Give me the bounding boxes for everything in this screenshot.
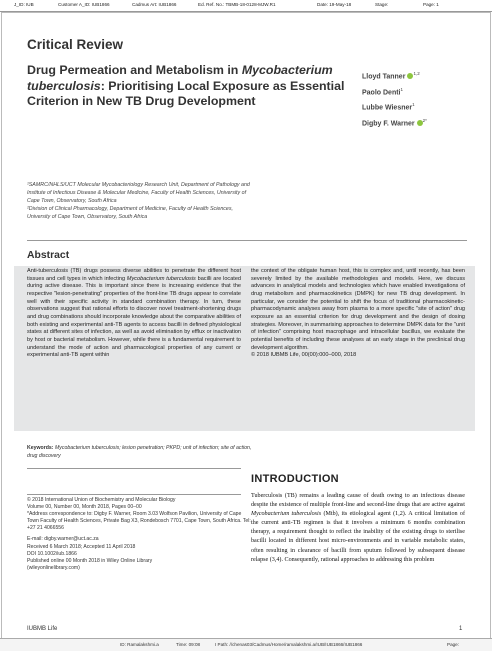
meta-line: *Address correspondence to: Digby F. Warner, Room 3.03 Wolfson Pavilion, University of Cape Town Faculty of Health Sciences, Private Bag X3, Rondebosch 7701, Cape Town, South Africa. Tel: +27 21 4066556 (27, 511, 251, 532)
affiliation-2: ²Division of Clinical Pharmacology, Department of Medicine, Faculty of Health Sciences, University of Cape Town, Observatory, South Africa (27, 206, 233, 220)
top-info-bar (0, 0, 492, 12)
abstract-heading: Abstract (27, 250, 70, 261)
affiliation-1: ¹SAMRC/NHLS/UCT Molecular Mycobacteriology Research Unit, Department of Pathology and Institute of Infectious Disease & Molecular Medicine, Faculty of Health Sciences, University of Cape Town, Observatory, South Africa (27, 182, 250, 204)
page-label: Page: (447, 642, 460, 647)
title-italic: Mycobacterium tuberculosis (27, 63, 333, 93)
author (362, 68, 427, 84)
author-name: Paolo Denti (362, 88, 401, 96)
keywords-text: Mycobacterium tuberculosis; lesion penetration; PKPD; unit of infection; site of action, drug discovery (27, 445, 252, 459)
article-title (27, 63, 357, 110)
intro-italic: Mycobacterium tuberculosis (251, 511, 322, 518)
author-name: Digby F. Warner (362, 119, 415, 127)
keywords-label: Keywords: (27, 445, 54, 451)
author-sup: 1,2 (413, 71, 420, 76)
author-sup: 2* (422, 117, 427, 123)
meta-line: Volume 00, Number 00, Month 2018, Pages 00–00 (27, 504, 142, 511)
ed-ref: Ed. Ref. No.: TBMB-18-0128-MJW.R1 (198, 2, 276, 7)
page-number: 1 (459, 626, 463, 632)
divider (27, 240, 467, 241)
author (362, 99, 427, 115)
abstract-text: Anti-tuberculosis (TB) drugs possess diverse abilities to penetrate the different host tissues and cell types in which infecting (27, 268, 241, 282)
journal-footer: IUBMB Life (27, 626, 58, 632)
file-path: I Path: //chenas03/Cadmus/Home/ramalakshmi.a/IUB/IUB1866/IUB1866 (215, 642, 363, 647)
abstract-copyright: © 2018 IUBMB Life, 00(00):000–000, 2018 (251, 352, 357, 359)
author (362, 115, 427, 131)
meta-line: © 2018 International Union of Biochemistry and Molecular Biology (27, 497, 176, 503)
job-id: J_ID: IUB (14, 2, 34, 7)
meta-doi[interactable]: DOI 10.1002/iub.1866 (27, 550, 77, 557)
meta-email[interactable]: E-mail: digby.warner@uct.ac.za (27, 536, 99, 543)
keywords (27, 445, 252, 460)
author-sup: 1 (400, 86, 404, 92)
divider (27, 494, 241, 495)
abstract-left-column (27, 268, 241, 360)
customer-id: Customer A_ID: IUB1866 (58, 2, 110, 7)
abstract-right-column (251, 268, 465, 360)
cadmus-art: Cadmus Art: IUB1866 (132, 2, 177, 7)
abstract-text: bacilli are located during active disease. This is important since there is increasing evidence that the respective "lesion-penetrating" properties of the front-line TB drugs appear to correlate well with their specific activity in standard combination therapy. In turn, these observations suggest that rational efforts to discover novel treatment-shortening drugs and drug combinations should incorporate knowledge about the comparative abilities of both existing and experimental anti-TB agents to access bacilli in defined physiological states at different sites of infection, as well as avoid elimination by efflux or inactivation by host or bacterial metabolism. However, while there is a fundamental requirement to understand the mode of action and pharmacological properties of any current or experimental anti-TB agent within (27, 275, 241, 359)
meta-line: Received 6 March 2018; Accepted 11 April 2018 (27, 543, 136, 550)
bottom-info-bar (0, 638, 492, 651)
author-name: Lloyd Tanner (362, 73, 406, 81)
title-part1: Drug Permeation and Metabolism in (27, 63, 242, 77)
section-label: Critical Review (27, 37, 124, 52)
user-id: ID: Ramalakshmi.a (120, 642, 159, 647)
abstract-italic: Mycobacterium tuberculosis (126, 275, 196, 282)
time-label: Time: 09:08 (176, 642, 201, 647)
meta-link[interactable]: (wileyonlinelibrary.com) (27, 564, 80, 571)
introduction-text (251, 492, 465, 565)
author-list (362, 68, 427, 130)
intro-text: (Mtb), its etiological agent (1,2). A critical limitation of the current anti-TB regimen is that it involves a minimum 6 months combination therapy, a requirement thought to reflect the inability of the existing drugs to sterilise bacilli located in different host micro-environments and in variable metabolic states, often resulting in clearance of bacilli from sputum followed by subsequent disease relapse (3,4). Consequently, rational approaches to addressing this problem (251, 511, 465, 563)
page-label: Page: 1 (423, 2, 439, 7)
intro-text: Tuberculosis (TB) remains a leading cause of death owing to an infectious disease despite the existence of multiple front-line and second-line drugs that are active against (251, 493, 465, 509)
introduction-heading: INTRODUCTION (251, 473, 339, 485)
meta-line: Published online 00 Month 2018 in Wiley Online Library (27, 557, 153, 564)
title-part2: : Prioritising Local Exposure as Essential Criterion in New TB Drug Development (27, 78, 345, 109)
affiliations (27, 181, 252, 221)
author-name: Lubbe Wiesner (362, 104, 413, 112)
author-sup: 1 (412, 102, 415, 108)
stage-label: Stage: (375, 2, 389, 7)
date-label: Date: 19-May-18 (317, 2, 352, 7)
article-meta (27, 497, 252, 572)
author (362, 84, 427, 100)
abstract-text: the context of the obligate human host, this is complex and, until recently, has been severely limited by the available methodologies and models. Here, we discuss advances in analytical models and technologies which have enabled investigations of drug metabolism and pharmacokinetics (DMPK) for new TB drug development. In particular, we consider the potential to shift the focus of traditional pharmacokinetic-pharmacodynamic analyses away from plasma to a more specific "site of action" drug exposure as an essential criterion for drug development and the design of dosing strategies. Moreover, in summarising approaches to determine DMPK data for the "unit of infection" comprising host macrophage and intracellular bacillus, we evaluate the potential benefits of including these analyses at an early stage in the preclinical drug development algorithm. (251, 268, 465, 351)
divider (27, 468, 241, 469)
